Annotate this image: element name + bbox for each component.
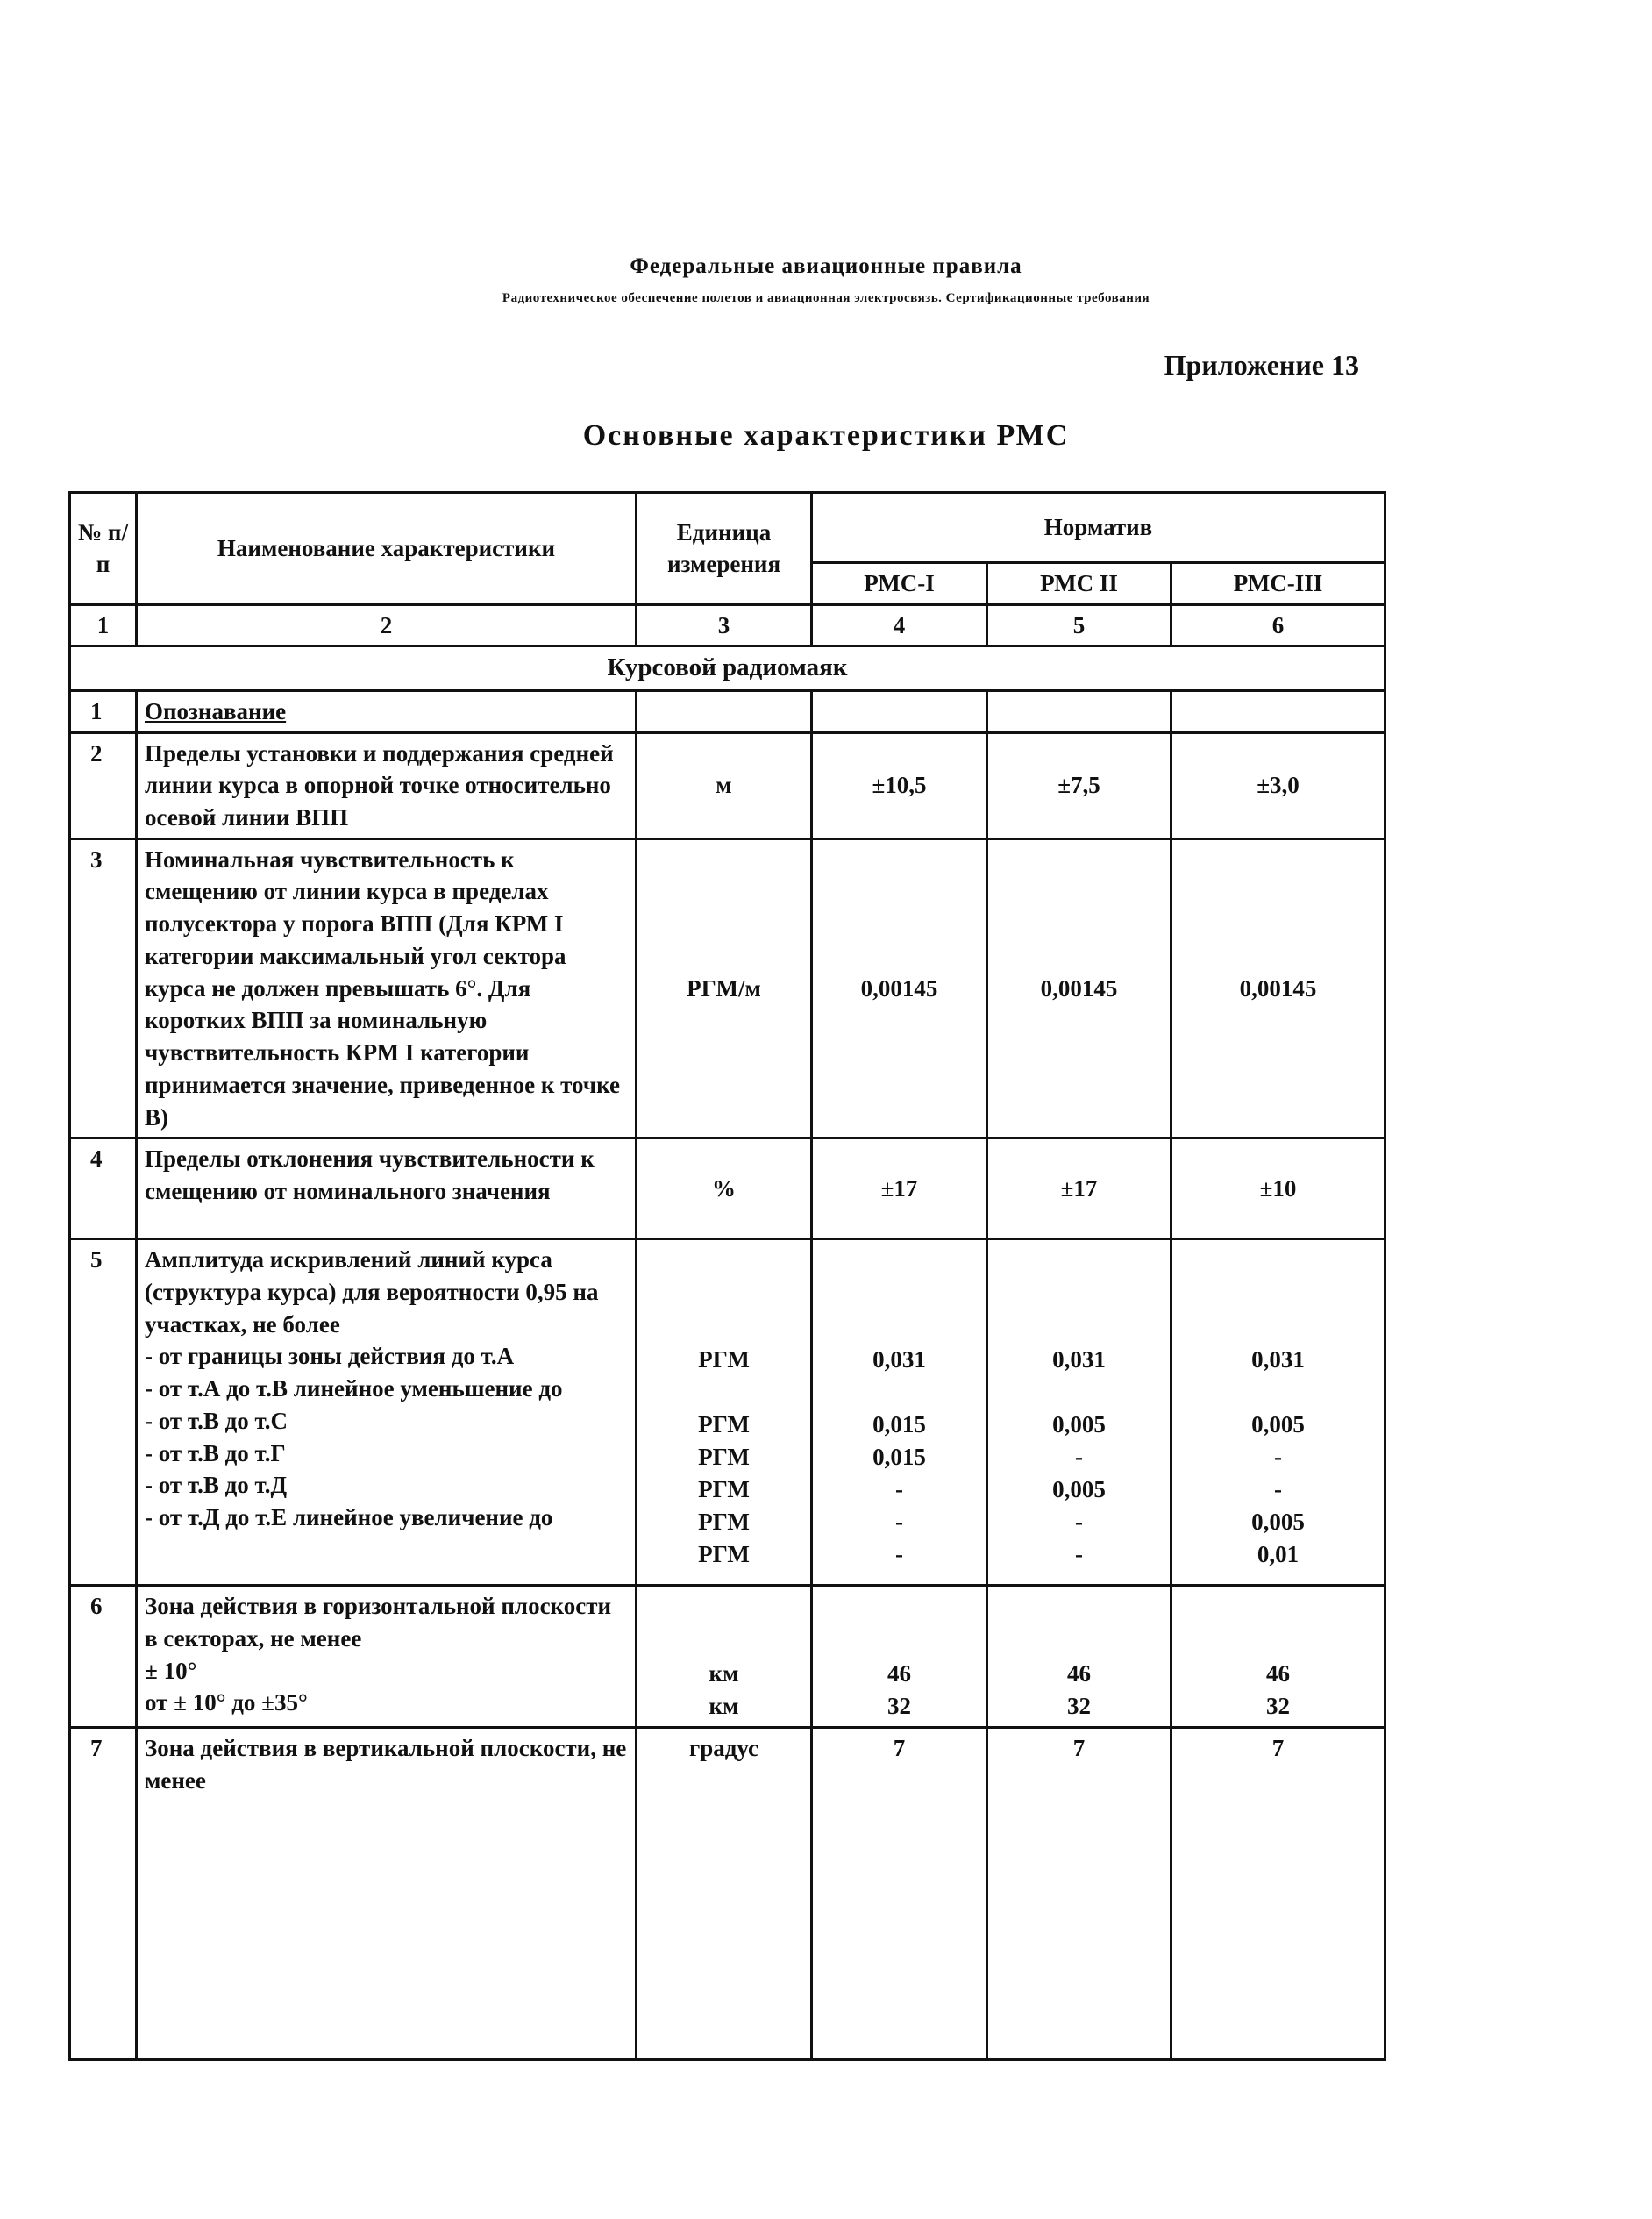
row-value-rms3 (1171, 690, 1385, 732)
table-row (70, 1138, 1385, 1239)
row-name: Опознавание (137, 690, 637, 732)
sub-value: 0,005 (1251, 1509, 1305, 1536)
sub-label: - от т.В до т.С (145, 1407, 288, 1434)
row-unit (637, 1586, 812, 1728)
row-value-rms2 (987, 1239, 1171, 1586)
row-value-rms3 (1171, 1586, 1385, 1728)
sub-value: 0,015 (872, 1444, 926, 1471)
sub-value: - (1075, 1444, 1083, 1471)
row-value-rms2: 7 (987, 1728, 1171, 2060)
sub-value: 0,005 (1052, 1476, 1106, 1503)
sub-label: - от т.В до т.Г (145, 1439, 286, 1466)
header-sub-rms1: РМС-I (812, 563, 987, 605)
row-unit (637, 690, 812, 732)
sub-value: 32 (887, 1693, 911, 1720)
row-unit (637, 1239, 812, 1586)
col-num-5: 5 (987, 604, 1171, 646)
characteristics-table (68, 491, 1384, 2061)
document-title: Основные характеристики РМС (582, 419, 1070, 452)
row-value-rms3: 7 (1171, 1728, 1385, 2060)
row-number: 1 (70, 690, 137, 732)
header-col-norm: Норматив (812, 493, 1385, 563)
sub-value: 46 (1266, 1660, 1291, 1687)
row-value-rms1: 0,00145 (812, 838, 987, 1138)
row-name-intro: Амплитуда искривлений линий курса (структура курса) для вероятности 0,95 на участках, не более (145, 1246, 599, 1338)
col-num-3: 3 (637, 604, 812, 646)
sub-value: 46 (887, 1660, 911, 1687)
row-value-rms3: ±3,0 (1171, 732, 1385, 838)
row-number: 3 (70, 838, 137, 1138)
sub-value: 0,01 (1257, 1541, 1300, 1568)
sub-unit: РГМ (698, 1444, 750, 1471)
table-row (70, 838, 1385, 1138)
table-row (70, 1728, 1385, 2060)
sub-unit: РГМ (698, 1476, 750, 1503)
sub-value: - (895, 1541, 903, 1568)
row-name: Пределы установки и поддержания средней линии курса в опорной точке относительно осевой линии ВПП (137, 732, 637, 838)
row-value-rms1 (812, 1239, 987, 1586)
row-unit: м (637, 732, 812, 838)
row-unit: % (637, 1138, 812, 1239)
row-value-rms3: ±10 (1171, 1138, 1385, 1239)
table-row (70, 690, 1385, 732)
row-value-rms1: ±17 (812, 1138, 987, 1239)
row-value-rms2 (987, 1586, 1171, 1728)
header-col-unit: Единица измерения (637, 493, 812, 605)
sub-unit: РГМ (698, 1346, 750, 1373)
sub-value: - (1274, 1476, 1283, 1503)
row-name: Зона действия в вертикальной плоскости, не менее (137, 1728, 637, 2060)
sub-value: 0,031 (1052, 1346, 1106, 1373)
sub-value: - (1075, 1509, 1083, 1536)
row-value-rms2: ±7,5 (987, 732, 1171, 838)
sub-unit: РГМ (698, 1541, 750, 1568)
sub-value: 46 (1067, 1660, 1091, 1687)
header-col-no: № п/п (70, 493, 137, 605)
section-title: Курсовой радиомаяк (70, 646, 1385, 690)
sub-value: 0,005 (1251, 1411, 1305, 1438)
sub-value: 32 (1067, 1693, 1091, 1720)
sub-unit: РГМ (698, 1411, 750, 1438)
row-value-rms2 (987, 690, 1171, 732)
col-num-4: 4 (812, 604, 987, 646)
sub-value: 0,005 (1052, 1411, 1106, 1438)
sub-label: ± 10° (145, 1657, 197, 1684)
sub-value: - (895, 1476, 903, 1503)
sub-label: - от т.Д до т.Е линейное увеличение до (145, 1503, 553, 1530)
row-unit: РГМ/м (637, 838, 812, 1138)
row-value-rms1: ±10,5 (812, 732, 987, 838)
sub-unit: км (709, 1693, 739, 1720)
sub-value: 0,031 (1251, 1346, 1305, 1373)
row-value-rms2: ±17 (987, 1138, 1171, 1239)
sub-unit: РГМ (698, 1509, 750, 1536)
col-num-2: 2 (137, 604, 637, 646)
row-name (137, 1239, 637, 1586)
row-value-rms1 (812, 690, 987, 732)
header-title: Федеральные авиационные правила (630, 254, 1022, 278)
appendix-label: Приложение 13 (1164, 349, 1359, 381)
col-num-6: 6 (1171, 604, 1385, 646)
sub-value: 0,015 (872, 1411, 926, 1438)
row-name: Пределы отклонения чувствительности к смещению от номинального значения (137, 1138, 637, 1239)
row-value-rms3 (1171, 1239, 1385, 1586)
row-name-intro: Зона действия в горизонтальной плоскости в секторах, не менее (145, 1593, 612, 1652)
row-number: 2 (70, 732, 137, 838)
sub-label: - от т.А до т.В линейное уменьшение до (145, 1375, 563, 1402)
sub-value: - (1075, 1541, 1083, 1568)
row-value-rms1 (812, 1586, 987, 1728)
col-num-1: 1 (70, 604, 137, 646)
row-number: 7 (70, 1728, 137, 2060)
sub-value: - (1274, 1444, 1283, 1471)
table-row (70, 1239, 1385, 1586)
row-value-rms2: 0,00145 (987, 838, 1171, 1138)
row-value-rms3: 0,00145 (1171, 838, 1385, 1138)
sub-unit: км (709, 1660, 739, 1687)
sub-label: - от т.В до т.Д (145, 1472, 288, 1499)
sub-value: - (895, 1509, 903, 1536)
table-row (70, 1586, 1385, 1728)
row-number: 6 (70, 1586, 137, 1728)
header-subtitle: Радиотехническое обеспечение полетов и авиационная электросвязь. Сертификационные требования (502, 291, 1150, 305)
header-col-name: Наименование характеристики (137, 493, 637, 605)
row-name: Номинальная чувствительность к смещению от линии курса в пределах полусектора у порога ВПП (Для КРМ I категории максимальный угол сектора курса не должен превышать 6°. Для коротких ВПП за номинальную чувствительность КРМ I категории принимается значение, приведенное к точке В) (137, 838, 637, 1138)
header-sub-rms2: РМС II (987, 563, 1171, 605)
row-number: 5 (70, 1239, 137, 1586)
row-name (137, 1586, 637, 1728)
sub-label: от ± 10° до ±35° (145, 1689, 308, 1716)
sub-value: 0,031 (872, 1346, 926, 1373)
sub-value: 32 (1266, 1693, 1291, 1720)
header-sub-rms3: РМС-III (1171, 563, 1385, 605)
sub-label: - от границы зоны действия до т.А (145, 1343, 515, 1370)
row-number: 4 (70, 1138, 137, 1239)
table-row (70, 732, 1385, 838)
row-unit: градус (637, 1728, 812, 2060)
row-value-rms1: 7 (812, 1728, 987, 2060)
